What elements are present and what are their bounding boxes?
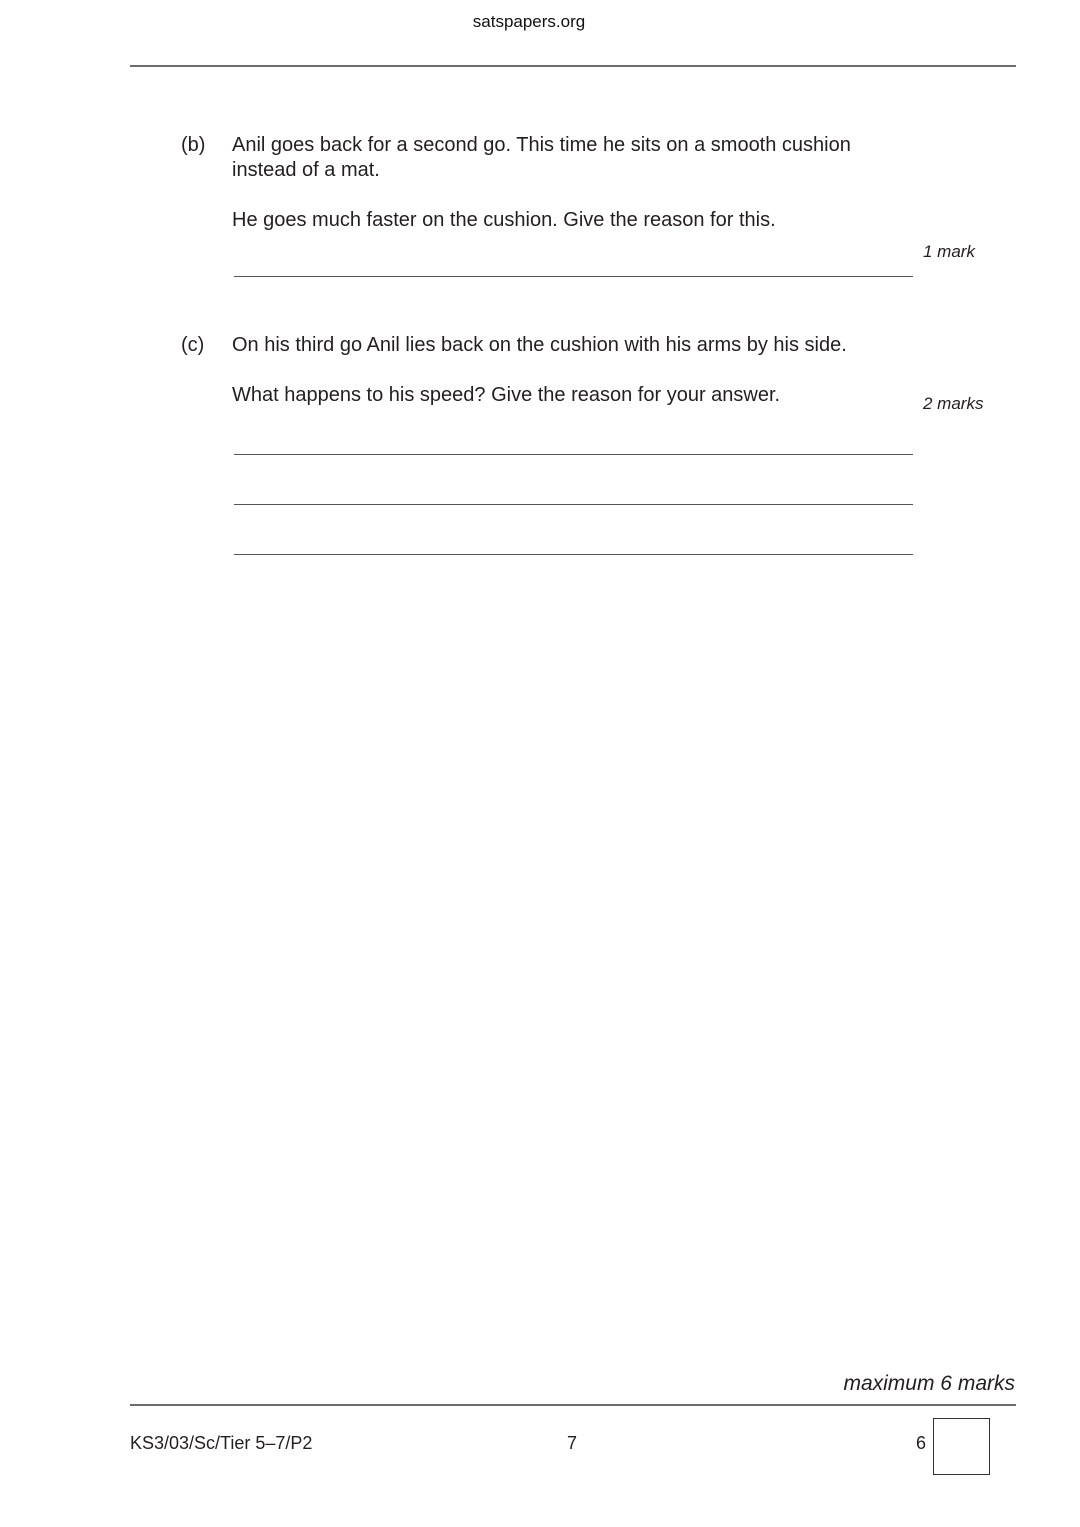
question-b-line-1: Anil goes back for a second go. This time he sits on a smooth cushion [232,134,851,156]
answer-line-c-3[interactable] [234,554,913,555]
answer-line-c-1[interactable] [234,454,913,455]
question-b-label: (b) [181,134,206,156]
question-b-prompt: He goes much faster on the cushion. Give the reason for this. [232,209,776,231]
answer-line-c-2[interactable] [234,504,913,505]
question-c-marks: 2 marks [923,394,984,413]
question-c-text: On his third go Anil lies back on the cushion with his arms by his side. [232,334,847,356]
question-b-marks: 1 mark [923,242,975,261]
question-b-line-2: instead of a mat. [232,159,380,181]
site-header: satspapers.org [472,12,586,31]
header-divider [130,65,1016,67]
question-c-prompt: What happens to his speed? Give the reason for your answer. [232,384,781,406]
question-b-text [232,133,851,183]
maximum-marks: maximum 6 marks [843,1372,1015,1395]
paper-code: KS3/03/Sc/Tier 5–7/P2 [130,1433,313,1453]
footer-divider [130,1404,1016,1406]
page-number: 7 [567,1433,578,1453]
question-c-label: (c) [181,334,205,356]
max-marks-number: 6 [916,1433,927,1453]
marks-box[interactable] [933,1418,990,1475]
answer-line-b-1[interactable] [234,276,913,277]
